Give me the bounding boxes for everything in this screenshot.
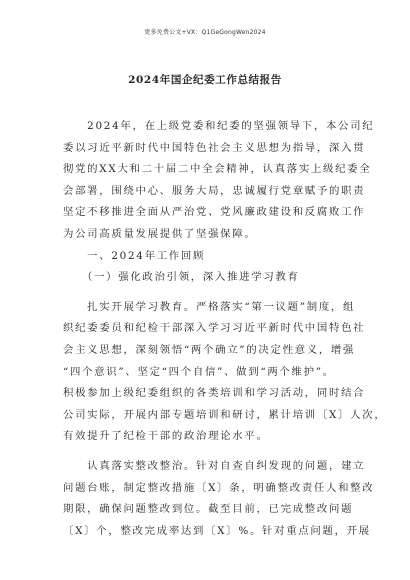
text-line: 2024年，在上级党委和纪委的坚强领导下，本公司纪 — [63, 120, 375, 132]
text-line: 彻党的XX大和二十届二中全会精神，认真落实上级纪委全 — [63, 163, 372, 176]
section-heading — [63, 246, 348, 268]
text-line: 会主义思想，深刻领悟“两个确立”的决定性意义，增强 — [63, 343, 356, 356]
text-line: 委以习近平新时代中国特色社会主义思想为指导，深入贯 — [63, 141, 366, 154]
text-line: 有效提升了纪检干部的政治理论水平。 — [63, 430, 269, 443]
text-line: 〔X〕个，整改完成率达到〔X〕%。针对重点问题，开展 — [63, 524, 371, 537]
text-line: 织纪委委员和纪检干部深入学习习近平新时代中国特色社 — [63, 322, 366, 335]
subheading-line: （一）强化政治引领，深入推进学习教育 — [63, 271, 300, 284]
subsection-heading — [63, 267, 348, 289]
text-line: “四个意识”、坚定“四个自信”、做到“两个维护”。 — [63, 365, 335, 378]
text-line: 扎实开展学习教育。严格落实“第一议题”制度，组 — [63, 300, 356, 313]
text-line: 问题台账，制定整改措施〔X〕条，明确整改责任人和整改 — [63, 481, 375, 494]
text-line: 为公司高质量发展提供了坚强保障。 — [63, 227, 257, 240]
text-line: 积极参加上级纪委组织的各类培训和学习活动，同时结合 — [63, 387, 366, 400]
paragraph-study — [63, 297, 387, 448]
text-line: 期限，确保问题整改到位。截至目前，已完成整改问题 — [63, 503, 354, 516]
header-note: 更多免费公文+VX：Q1GeGongWen2024 — [144, 29, 266, 36]
paragraph-intro — [63, 116, 375, 246]
text-line: 坚定不移推进全面从严治党、党风廉政建设和反腐败工作 — [63, 206, 366, 219]
paragraph-rectification — [63, 456, 375, 542]
text-line: 会部署，围绕中心、服务大局，忠诚履行党章赋予的职责 — [63, 184, 366, 197]
document-title: 2024年国企纪委工作总结报告 — [128, 74, 282, 86]
text-line: 公司实际，开展内部专题培训和研讨，累计培训〔X〕人次， — [63, 408, 387, 421]
document-body — [63, 116, 387, 542]
heading-line: 一、2024年工作回顾 — [63, 249, 206, 262]
text-line: 认真落实整改整治。针对自查自纠发现的问题，建立 — [63, 459, 366, 472]
